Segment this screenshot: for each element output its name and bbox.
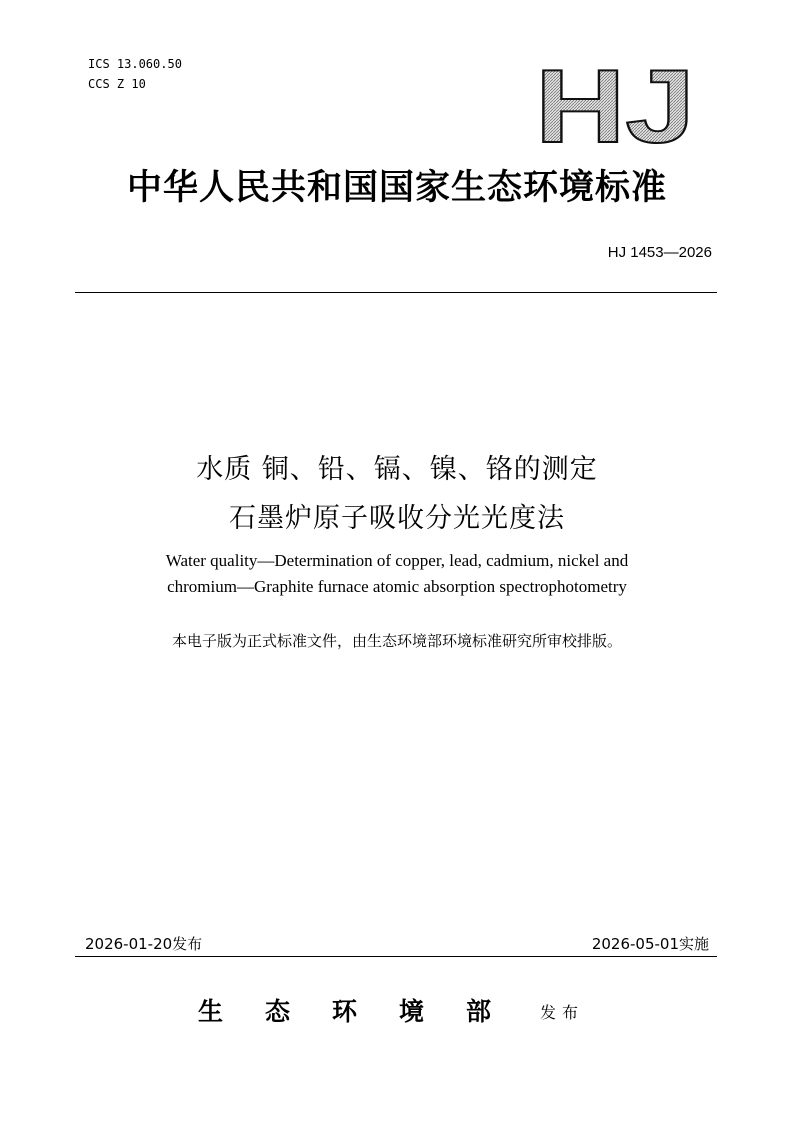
publisher-suffix: 发布: [540, 1003, 585, 1022]
top-divider: [75, 292, 717, 293]
edition-note: 本电子版为正式标准文件，由生态环境部环境标准研究所审校排版。: [171, 632, 622, 650]
title-zh-line2: 石墨炉原子吸收分光光度法: [229, 503, 565, 534]
title-zh-line1: 水质 铜、铅、镉、镍、铬的测定: [196, 454, 598, 485]
hj-logo: [535, 58, 695, 146]
classification-codes: [88, 54, 182, 94]
ics-code: ICS 13.060.50: [88, 57, 182, 71]
hj-logo-text: HJ: [535, 58, 695, 146]
bottom-divider: [75, 956, 717, 957]
publisher-name: 生态环境部: [198, 997, 534, 1026]
standard-category-title: 中华人民共和国国家生态环境标准: [126, 167, 667, 208]
title-en: [0, 548, 794, 600]
ccs-code: CCS Z 10: [88, 77, 146, 91]
title-en-line2: chromium—Graphite furnace atomic absorption spectrophotometry: [167, 577, 627, 596]
title-en-line1: Water quality—Determination of copper, lead, cadmium, nickel and: [165, 551, 629, 570]
standard-number: HJ 1453—2026: [607, 244, 712, 261]
issue-date: 2026-01-20发布: [85, 935, 203, 953]
implementation-date: 2026-05-01实施: [591, 935, 709, 953]
